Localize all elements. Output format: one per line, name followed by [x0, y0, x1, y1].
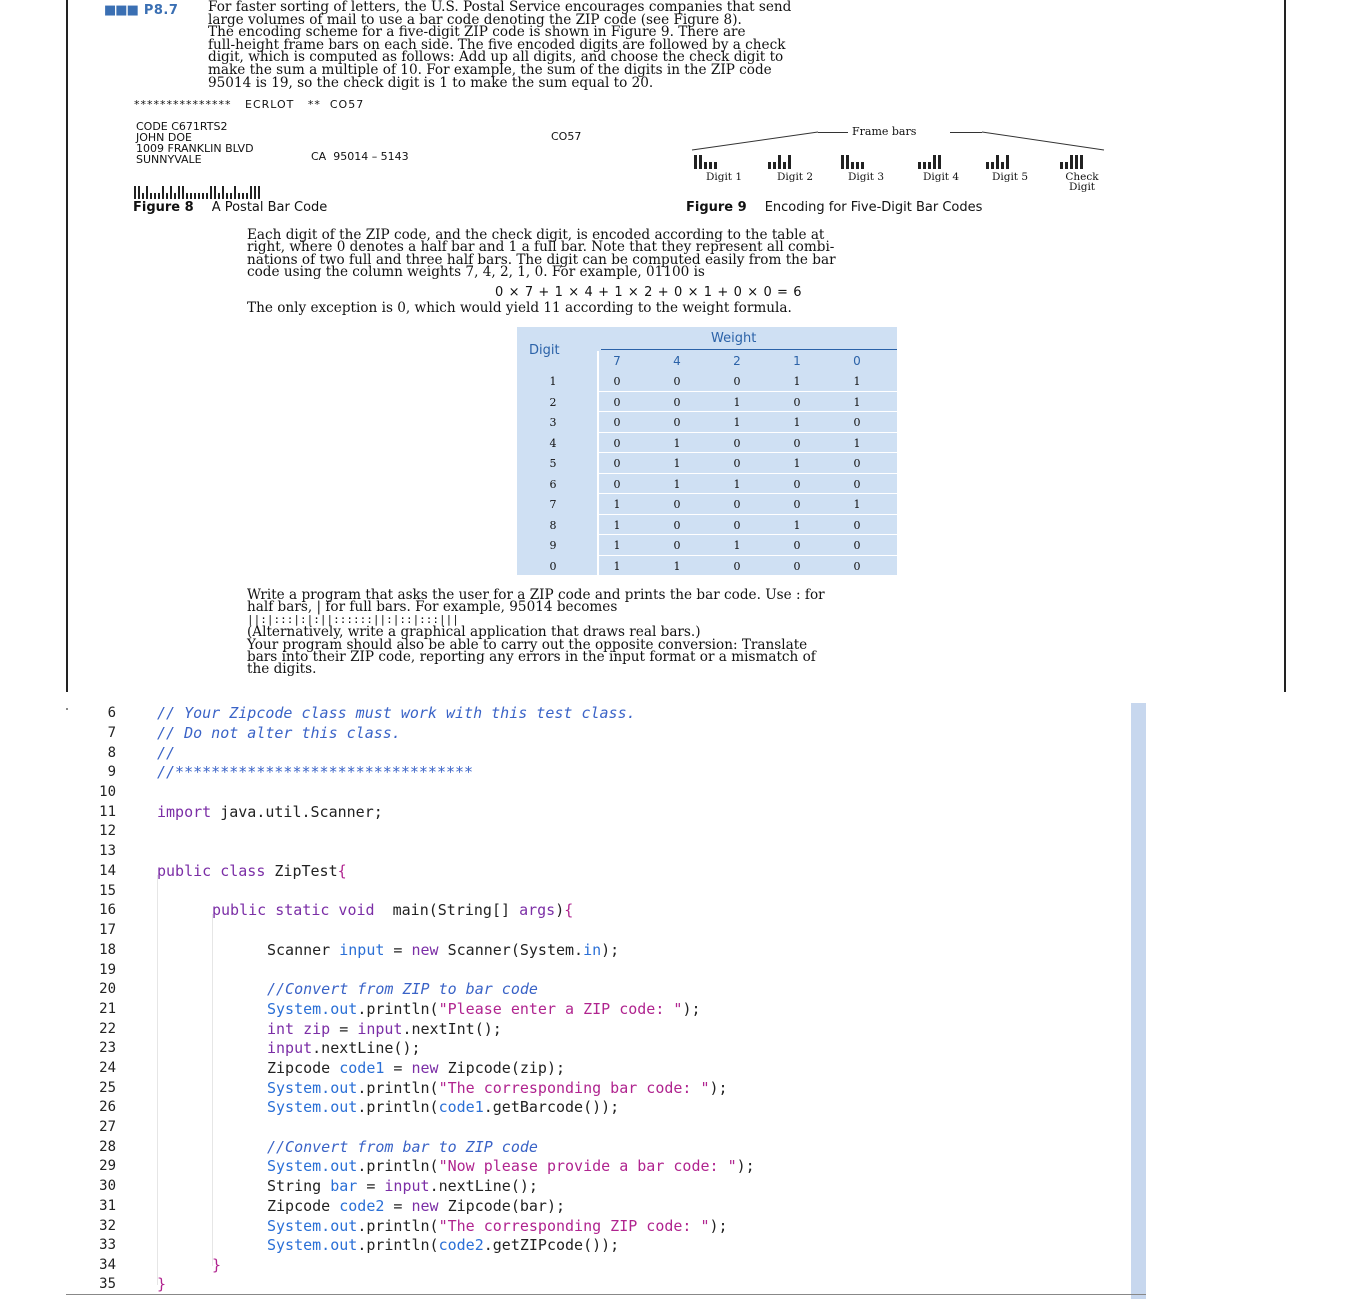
bar [190, 193, 192, 199]
bar [709, 162, 712, 169]
postal-barcode [134, 180, 262, 194]
weight-value: 0 [853, 354, 861, 368]
bar [768, 162, 771, 169]
row-separator [599, 391, 897, 392]
code-line-30[interactable] [0, 1177, 1130, 1197]
code-line-25[interactable] [0, 1079, 1130, 1099]
digit-label: Digit 3 [847, 171, 885, 183]
assignment-statement: Zipcode code1 = new Zipcode(zip); [267, 1059, 566, 1077]
println-statement: System.out.println(code1.getBarcode()); [267, 1098, 620, 1116]
bar [174, 193, 176, 199]
bit-value: 0 [673, 375, 681, 388]
bar [162, 186, 164, 199]
line-number: 10 [99, 784, 116, 800]
line-number: 30 [99, 1178, 116, 1194]
explanation-line: Each digit of the ZIP code, and the check digit, is encoded according to the table at [247, 227, 825, 243]
bar [986, 162, 989, 169]
println-statement: System.out.println("Now please provide a bar code: "); [267, 1157, 755, 1175]
assignment-statement: String bar = input.nextLine(); [267, 1177, 538, 1195]
digit4-bars [918, 150, 943, 164]
bar [246, 193, 248, 199]
bar [242, 193, 244, 199]
line-number: 12 [99, 823, 116, 839]
bar [923, 162, 926, 169]
bar [250, 186, 252, 199]
line-number: 28 [99, 1139, 116, 1155]
mail-address [136, 121, 254, 165]
code-line-9[interactable] [0, 763, 1130, 783]
editor-scrollbar[interactable] [1131, 703, 1146, 1299]
code-line-22[interactable] [0, 1020, 1130, 1040]
city-state-zip: CA 95014 – 5143 [311, 150, 409, 163]
bar [222, 186, 224, 199]
row-separator [599, 493, 897, 494]
bit-value: 0 [853, 539, 861, 552]
bar [210, 186, 212, 199]
bit-value: 0 [673, 395, 681, 409]
right-border [1284, 0, 1286, 692]
problem-line: 95014 is 19, so the check digit is 1 to make the sum equal to 20. [208, 74, 654, 91]
line-number: 35 [99, 1276, 116, 1292]
bit-value: 0 [733, 436, 741, 450]
task-line: (Alternatively, write a graphical application that draws real bars.) [247, 624, 701, 641]
bit-value: 1 [673, 457, 681, 470]
digit-value: 3 [549, 416, 557, 429]
bar [134, 186, 136, 199]
bit-value: 0 [853, 518, 861, 532]
assignment-statement: int zip = input.nextInt(); [267, 1020, 502, 1038]
bar [1060, 162, 1063, 169]
bar [258, 186, 260, 199]
problem-line: large volumes of mail to use a bar code denoting the ZIP code (see Figure 8). [208, 11, 742, 28]
bit-value: 1 [853, 395, 861, 409]
bit-value: 1 [733, 539, 741, 552]
figure9-caption: Figure 9 Encoding for Five-Digit Bar Codes [686, 200, 983, 215]
explanation-line: code using the column weights 7, 4, 2, 1, 0. For example, 01100 is [247, 264, 705, 281]
left-border [66, 0, 68, 692]
code-line-28[interactable] [0, 1138, 1130, 1158]
bit-value: 1 [613, 498, 621, 511]
task-line: bars into their ZIP code, reporting any errors in the input format or a mismatch of [247, 649, 816, 666]
line-number: 33 [99, 1237, 116, 1253]
exception-note: The only exception is 0, which would yield 11 according to the weight formula. [247, 300, 792, 316]
bar [704, 162, 707, 169]
call-statement: input.nextLine(); [267, 1039, 421, 1057]
line-number: 34 [99, 1257, 116, 1273]
digit-label: Digit 2 [776, 171, 814, 183]
bit-value: 0 [673, 539, 681, 552]
bit-value: 0 [793, 436, 801, 450]
weight-formula: 0 × 7 + 1 × 4 + 1 × 2 + 0 × 1 + 0 × 0 = 6 [495, 285, 803, 300]
bar [699, 155, 702, 169]
bar [170, 186, 172, 199]
explanation-line: nations of two full and three half bars. The digit can be computed easily from the bar [247, 251, 836, 268]
comment: //Convert from bar to ZIP code [267, 1138, 538, 1156]
code-line-8[interactable] [0, 744, 1130, 764]
bar [788, 155, 791, 169]
line-number: 6 [107, 705, 116, 721]
example-barcode: ||:|:::|:|:||::::::||:|::|:::||| [247, 612, 459, 626]
digit-value: 1 [549, 375, 557, 388]
code-line-23[interactable] [0, 1039, 1130, 1059]
bit-value: 1 [733, 477, 741, 491]
bar [1070, 155, 1073, 169]
mail-stars-line: *************** ECRLOT ** CO57 [134, 98, 365, 111]
bit-value: 0 [733, 375, 741, 388]
bar [230, 193, 232, 199]
bit-value: 0 [673, 518, 681, 532]
line-number: 29 [99, 1158, 116, 1174]
bar [198, 193, 200, 199]
bit-value: 0 [793, 559, 801, 573]
code-line-32[interactable] [0, 1217, 1130, 1237]
line-number: 22 [99, 1021, 116, 1037]
code-line-29[interactable] [0, 1157, 1130, 1177]
code-line-21[interactable] [0, 1000, 1130, 1020]
bar [1065, 162, 1068, 169]
line-number: 11 [99, 804, 116, 820]
weight-value: 1 [793, 354, 801, 368]
code-line-10[interactable] [0, 783, 1130, 803]
digit-label: Digit 4 [922, 171, 960, 183]
bit-value: 1 [673, 436, 681, 450]
digit5-bars [986, 150, 1011, 164]
digit-value: 5 [549, 457, 557, 470]
code-line-12[interactable] [0, 822, 1130, 842]
frame-pointers [690, 130, 1110, 152]
digit-label: Digit 5 [991, 171, 1029, 183]
bar [202, 193, 204, 199]
code-line-33[interactable] [0, 1236, 1130, 1256]
bar [234, 186, 236, 199]
digit-value: 7 [549, 498, 557, 511]
problem-line: full-height frame bars on each side. The five encoded digits are followed by a check [208, 36, 786, 53]
address-line: JOHN DOE [136, 131, 192, 144]
task-line: Your program should also be able to carry out the opposite conversion: Translate [247, 636, 808, 653]
bar [1075, 155, 1078, 169]
bit-value: 0 [613, 395, 621, 409]
bit-value: 1 [673, 559, 681, 573]
task-line: Write a program that asks the user for a ZIP code and prints the bar code. Use : for [247, 587, 825, 603]
bar [851, 162, 854, 169]
bar [861, 162, 864, 169]
bar [206, 193, 208, 199]
explanation-paragraph [247, 229, 1167, 279]
bit-value: 0 [613, 457, 621, 470]
bit-value: 0 [613, 436, 621, 450]
bar [150, 193, 152, 199]
bar [178, 186, 180, 199]
route-code: CO57 [551, 130, 582, 143]
line-number: 18 [99, 942, 116, 958]
scanner-statement: Scanner input = new Scanner(System.in); [267, 941, 620, 959]
bit-value: 0 [853, 457, 861, 470]
code-line-34[interactable] [0, 1256, 1130, 1276]
task-line: the digits. [247, 661, 317, 678]
code-line-26[interactable] [0, 1098, 1130, 1118]
digit-value: 4 [549, 436, 557, 450]
bar [783, 162, 786, 169]
check-digit-bars [1060, 150, 1085, 164]
line-number: 7 [107, 725, 116, 741]
bar [841, 155, 844, 169]
bit-value: 0 [793, 477, 801, 491]
line-number: 27 [99, 1119, 116, 1135]
bit-value: 0 [853, 559, 861, 573]
figure8-caption: Figure 8 A Postal Bar Code [133, 200, 328, 215]
explanation-line: right, where 0 denotes a half bar and 1 a full bar. Note that they represent all combi- [247, 239, 835, 256]
code-line-18[interactable] [0, 941, 1130, 961]
import-statement: import java.util.Scanner; [157, 803, 383, 821]
line-number: 16 [99, 902, 116, 918]
bit-value: 1 [613, 559, 621, 573]
bit-value: 1 [793, 416, 801, 429]
address-line: 1009 FRANKLIN BLVD [136, 142, 254, 155]
code-line-7[interactable] [0, 724, 1130, 744]
digit-value: 2 [549, 395, 557, 409]
code-line-14[interactable] [0, 862, 1130, 882]
weight-header: Weight [711, 331, 757, 346]
bit-value: 1 [613, 539, 621, 552]
address-line: SUNNYVALE [136, 153, 202, 166]
bar [918, 162, 921, 169]
bar [846, 155, 849, 169]
comment: //Convert from ZIP to bar code [267, 980, 538, 998]
closing-brace: } [157, 1275, 167, 1293]
bar [996, 155, 999, 169]
bit-value: 0 [613, 375, 621, 388]
weight-value: 2 [733, 354, 741, 368]
frame-bars-label: Frame bars [852, 125, 917, 138]
bar [146, 186, 148, 199]
code-line-16[interactable] [0, 901, 1130, 921]
bit-value: 1 [673, 477, 681, 491]
code-line-13[interactable] [0, 842, 1130, 862]
bar [142, 193, 144, 199]
bit-value: 0 [853, 416, 861, 429]
digit-value: 9 [549, 539, 557, 552]
digit-value: 8 [549, 518, 557, 532]
code-line-6[interactable] [0, 704, 1130, 724]
problem-line: For faster sorting of letters, the U.S. Postal Service encourages companies that send [208, 0, 792, 15]
weight-value: 4 [673, 354, 681, 368]
digit3-bars [841, 150, 866, 164]
bar [856, 162, 859, 169]
bit-value: 1 [793, 375, 801, 388]
bar [928, 162, 931, 169]
weight-table [517, 327, 897, 575]
bit-value: 0 [733, 498, 741, 511]
line-number: 8 [107, 745, 116, 761]
line-number: 25 [99, 1080, 116, 1096]
line-number: 31 [99, 1198, 116, 1214]
problem-statement [208, 1, 1108, 89]
println-statement: System.out.println(code2.getZIPcode()); [267, 1236, 620, 1254]
digit-value: 0 [549, 559, 557, 573]
bar [154, 193, 156, 199]
bar [182, 186, 184, 199]
bar [166, 193, 168, 199]
bar [214, 186, 216, 199]
problem-tag: ■■■ P8.7 [104, 3, 179, 18]
println-statement: System.out.println("The corresponding ZIP code: "); [267, 1217, 728, 1235]
bar [218, 193, 220, 199]
problem-line: digit, which is computed as follows: Add up all digits, and choose the check digit to [208, 49, 784, 66]
bar [1080, 155, 1083, 169]
method-declaration: public static void main(String[] args){ [212, 901, 574, 919]
code-line-15[interactable] [0, 882, 1130, 902]
line-number: 9 [107, 764, 116, 780]
bar [138, 186, 140, 199]
header-underline [601, 349, 897, 350]
bar [226, 193, 228, 199]
line-number: 20 [99, 981, 116, 997]
row-separator [599, 432, 897, 433]
bit-value: 0 [613, 477, 621, 491]
bit-value: 0 [733, 518, 741, 532]
closing-brace: } [212, 1256, 222, 1274]
code-line-20[interactable] [0, 980, 1130, 1000]
bar [1006, 155, 1009, 169]
code-line-19[interactable] [0, 961, 1130, 981]
line-number: 32 [99, 1218, 116, 1234]
digit-label: Check Digit [1065, 171, 1099, 193]
row-separator [599, 473, 897, 474]
line-number: 24 [99, 1060, 116, 1076]
address-line: CODE C671RTS2 [136, 120, 228, 133]
digit1-bars [694, 150, 719, 164]
code-line-27[interactable] [0, 1118, 1130, 1138]
bit-value: 0 [793, 498, 801, 511]
line-number: 13 [99, 843, 116, 859]
bit-value: 1 [733, 395, 741, 409]
row-separator [599, 452, 897, 453]
bit-value: 0 [733, 457, 741, 470]
bit-value: 1 [853, 436, 861, 450]
bar [933, 155, 936, 169]
bit-value: 1 [733, 416, 741, 429]
code-line-17[interactable] [0, 921, 1130, 941]
code-line-35[interactable] [0, 1275, 1130, 1295]
row-separator [599, 555, 897, 556]
bit-value: 0 [853, 477, 861, 491]
comment: // Do not alter this class. [157, 724, 401, 742]
code-editor[interactable] [0, 692, 1348, 1300]
bit-value: 1 [793, 457, 801, 470]
comment: //********************************* [157, 763, 474, 781]
line-number: 14 [99, 863, 116, 879]
line-number: 19 [99, 962, 116, 978]
class-declaration: public class ZipTest{ [157, 862, 347, 880]
weight-value: 7 [613, 354, 621, 368]
bar [254, 186, 256, 199]
bit-value: 1 [793, 518, 801, 532]
bar [991, 162, 994, 169]
println-statement: System.out.println("Please enter a ZIP code: "); [267, 1000, 701, 1018]
bit-value: 0 [673, 498, 681, 511]
bar [778, 155, 781, 169]
bar [1001, 162, 1004, 169]
bit-value: 0 [673, 416, 681, 429]
bar [694, 155, 697, 169]
println-statement: System.out.println("The corresponding bar code: "); [267, 1079, 728, 1097]
bar [158, 193, 160, 199]
digit-value: 6 [549, 477, 557, 491]
bar [238, 193, 240, 199]
line-number: 17 [99, 922, 116, 938]
bit-value: 1 [613, 518, 621, 532]
digit-header: Digit [529, 343, 560, 358]
digit2-bars [768, 150, 793, 164]
line-number: 15 [99, 883, 116, 899]
line-number: 21 [99, 1001, 116, 1017]
digit-label: Digit 1 [705, 171, 743, 183]
bit-value: 1 [853, 498, 861, 511]
task-line: half bars, | for full bars. For example, 95014 becomes [247, 599, 618, 616]
row-separator [599, 534, 897, 535]
line-number: 26 [99, 1099, 116, 1115]
line-number: 23 [99, 1040, 116, 1056]
row-separator [599, 411, 897, 412]
bit-value: 0 [793, 395, 801, 409]
assignment-statement: Zipcode code2 = new Zipcode(bar); [267, 1197, 566, 1215]
code-line-24[interactable] [0, 1059, 1130, 1079]
row-separator [599, 514, 897, 515]
code-line-31[interactable] [0, 1197, 1130, 1217]
comment: // Your Zipcode class must work with this test class. [157, 704, 636, 722]
bit-value: 0 [613, 416, 621, 429]
bit-value: 1 [853, 375, 861, 388]
bit-value: 0 [733, 559, 741, 573]
bar [714, 162, 717, 169]
bar [194, 193, 196, 199]
bar [773, 162, 776, 169]
problem-line: The encoding scheme for a five-digit ZIP code is shown in Figure 9. There are [208, 24, 746, 41]
code-line-11[interactable] [0, 803, 1130, 823]
bar [186, 193, 188, 199]
problem-line: make the sum a multiple of 10. For example, the sum of the digits in the ZIP code [208, 61, 772, 78]
bit-value: 0 [793, 539, 801, 552]
comment: // [157, 744, 176, 762]
task-paragraph [247, 589, 1167, 676]
bar [938, 155, 941, 169]
